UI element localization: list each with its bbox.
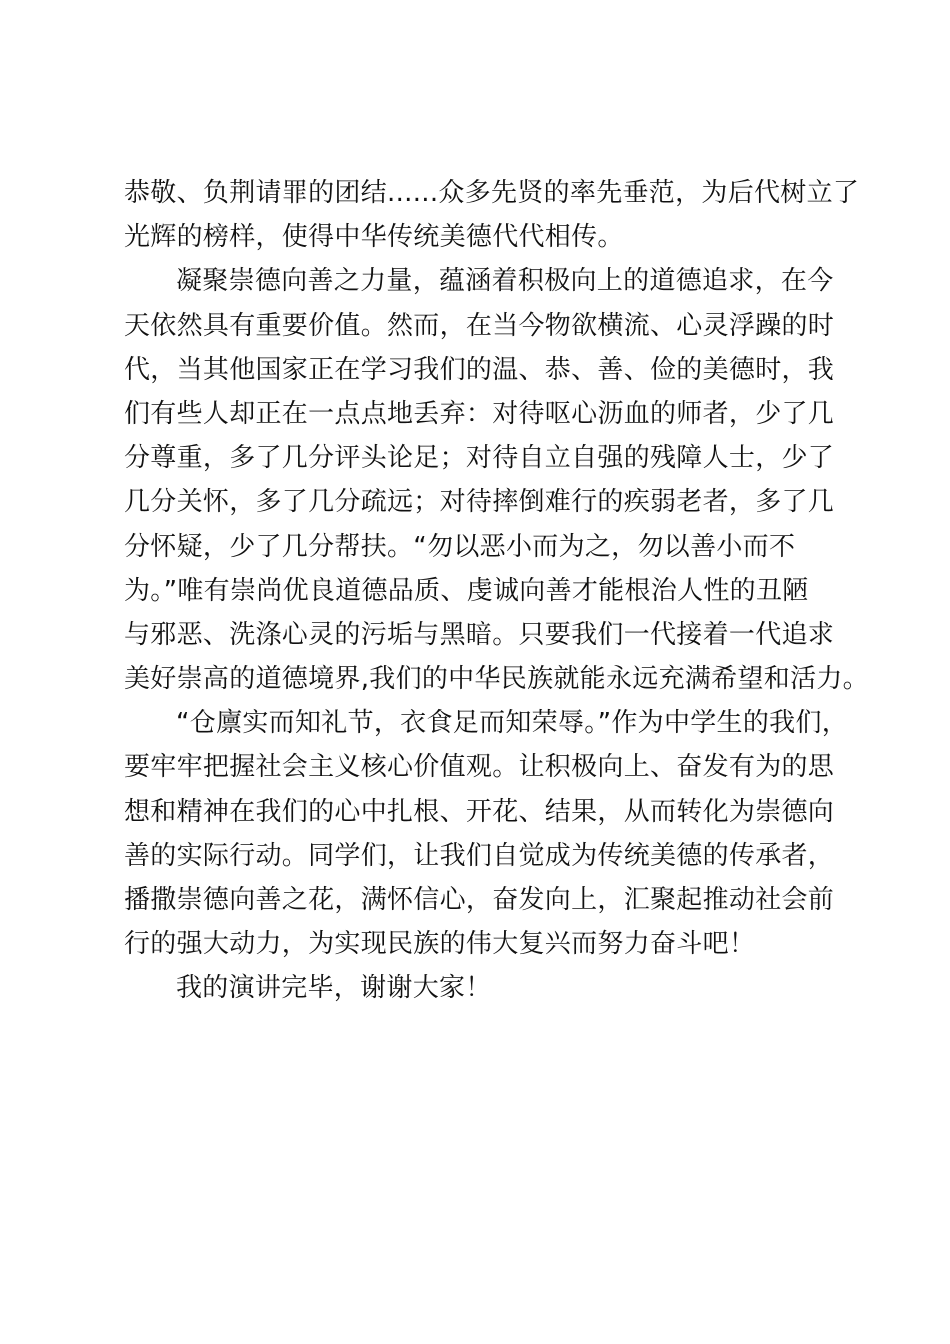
text-line: 与邪恶、洗涤心灵的污垢与黑暗。只要我们一代接着一代追求 (124, 619, 835, 650)
text-line: 们有些人却正在一点点地丢弃：对待呕心沥血的师者，少了几 (124, 398, 835, 429)
text-line: 代，当其他国家正在学习我们的温、恭、善、俭的美德时，我 (124, 354, 835, 385)
text-line: 几分关怀，多了几分疏远；对待摔倒难行的疾弱老者，多了几 (124, 487, 835, 518)
paragraph-start-line: “仓廪实而知礼节，衣食足而知荣辱。”作为中学生的我们， (176, 708, 849, 739)
text-line: 行的强大动力，为实现民族的伟大复兴而努力奋斗吧！ (124, 929, 756, 960)
text-line: 光辉的榜样，使得中华传统美德代代相传。 (124, 222, 624, 253)
text-line: 分怀疑，少了几分帮扶。“勿以恶小而为之，勿以善小而不 (124, 531, 796, 562)
text-line: 善的实际行动。同学们，让我们自觉成为传统美德的传承者， (124, 840, 835, 871)
speech-text (124, 171, 869, 1011)
text-line: 播撒崇德向善之花，满怀信心，奋发向上，汇聚起推动社会前 (124, 885, 835, 915)
text-line: 为。”唯有崇尚优良道德品质、虔诚向善才能根治人性的丑陋 (124, 575, 809, 606)
paragraph-start-line: 我的演讲完毕，谢谢大家！ (176, 973, 492, 1004)
text-line: 美好崇高的道德境界,我们的中华民族就能永远充满希望和活力。 (124, 664, 869, 695)
text-line: 天依然具有重要价值。然而，在当今物欲横流、心灵浮躁的时 (124, 310, 835, 341)
text-line: 想和精神在我们的心中扎根、开花、结果，从而转化为崇德向 (124, 796, 835, 827)
paragraph-start-line: 凝聚崇德向善之力量，蕴涵着积极向上的道德追求，在今 (176, 266, 834, 297)
text-line: 要牢牢把握社会主义核心价值观。让积极向上、奋发有为的思 (124, 752, 835, 783)
text-line: 分尊重，多了几分评头论足；对待自立自强的残障人士，少了 (124, 443, 835, 474)
text-line: 恭敬、负荆请罪的团结......众多先贤的率先垂范，为后代树立了 (124, 178, 860, 208)
